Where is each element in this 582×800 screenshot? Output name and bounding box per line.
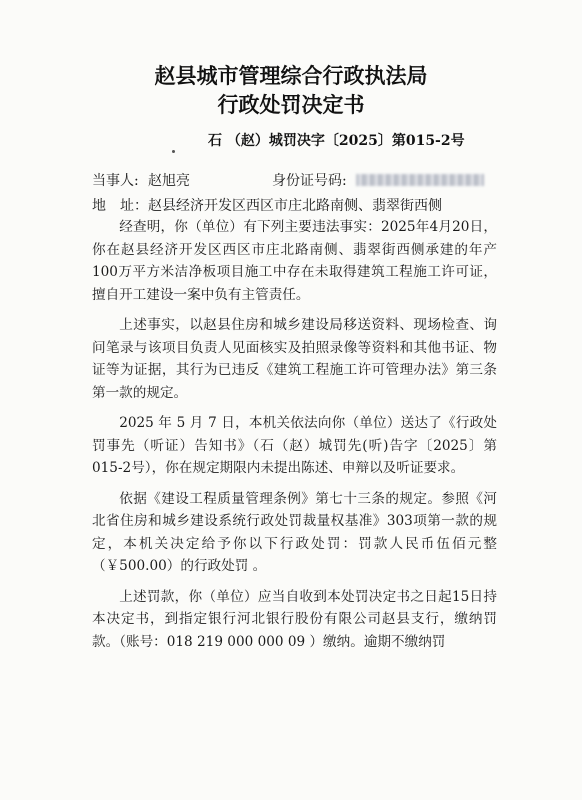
document-number: 石 （赵）城罚决字〔2025〕第015-2号 bbox=[208, 133, 465, 149]
paragraph-payment: 上述罚款，你（单位）应当自收到本处罚决定书之日起15日持本决定书，到指定银行河北银行股份有限公司赵县支行，缴纳罚款。（账号：018 219 000 000 09 ）缴纳。逾期不缴纳罚 bbox=[92, 588, 497, 650]
address-label: 地 址： bbox=[92, 198, 148, 214]
address-value: 赵县经济开发区西区市庄北路南侧、翡翠街西侧 bbox=[148, 198, 442, 214]
paragraph-facts: 经查明，你（单位）有下列主要违法事实：2025年4月20日，你在赵县经济开发区西区市庄北路南侧、翡翠街西侧承建的年产100万平方米洁净板项目施工中存在未取得建筑工程施工许可证，擅自开工建设一案中负有主管责任。 bbox=[92, 219, 497, 303]
party-name-label: 当事人: bbox=[92, 173, 139, 189]
agency-title: 赵县城市管理综合行政执法局 bbox=[154, 64, 428, 88]
id-number-label: 身份证号码: bbox=[272, 173, 347, 189]
party-name-value: 赵旭亮 bbox=[148, 173, 190, 189]
paragraph-evidence: 上述事实，以赵县住房和城乡建设局移送资料、现场检查、询问笔录与该项目负责人见面核实及拍照录像等资料和其他书证、物证等为证据，其行为已违反《建筑工程施工许可管理办法》第三条第一款的规定。 bbox=[92, 317, 497, 401]
body-text bbox=[92, 216, 497, 653]
scan-speck bbox=[172, 150, 175, 153]
paragraph-penalty: 依据《建设工程质量管理条例》第七十三条的规定。参照《河北省住房和城乡建设系统行政处罚裁量权基准》303项第一款的规定，本机关决定给予你以下行政处罚：罚款人民币伍佰元整（￥500.00）的行政处罚 。 bbox=[92, 490, 497, 574]
paragraph-notice: 2025 年 5 月 7 日，本机关依法向你（单位）送达了《行政处罚事先（听证）告知书》（石（赵）城罚先(听)告字〔2025〕第015-2号），你在规定期限内未提出陈述、申辩以及听证要求。 bbox=[92, 415, 497, 476]
document-title: 行政处罚决定书 bbox=[217, 93, 365, 117]
redacted-id-number bbox=[356, 174, 484, 186]
